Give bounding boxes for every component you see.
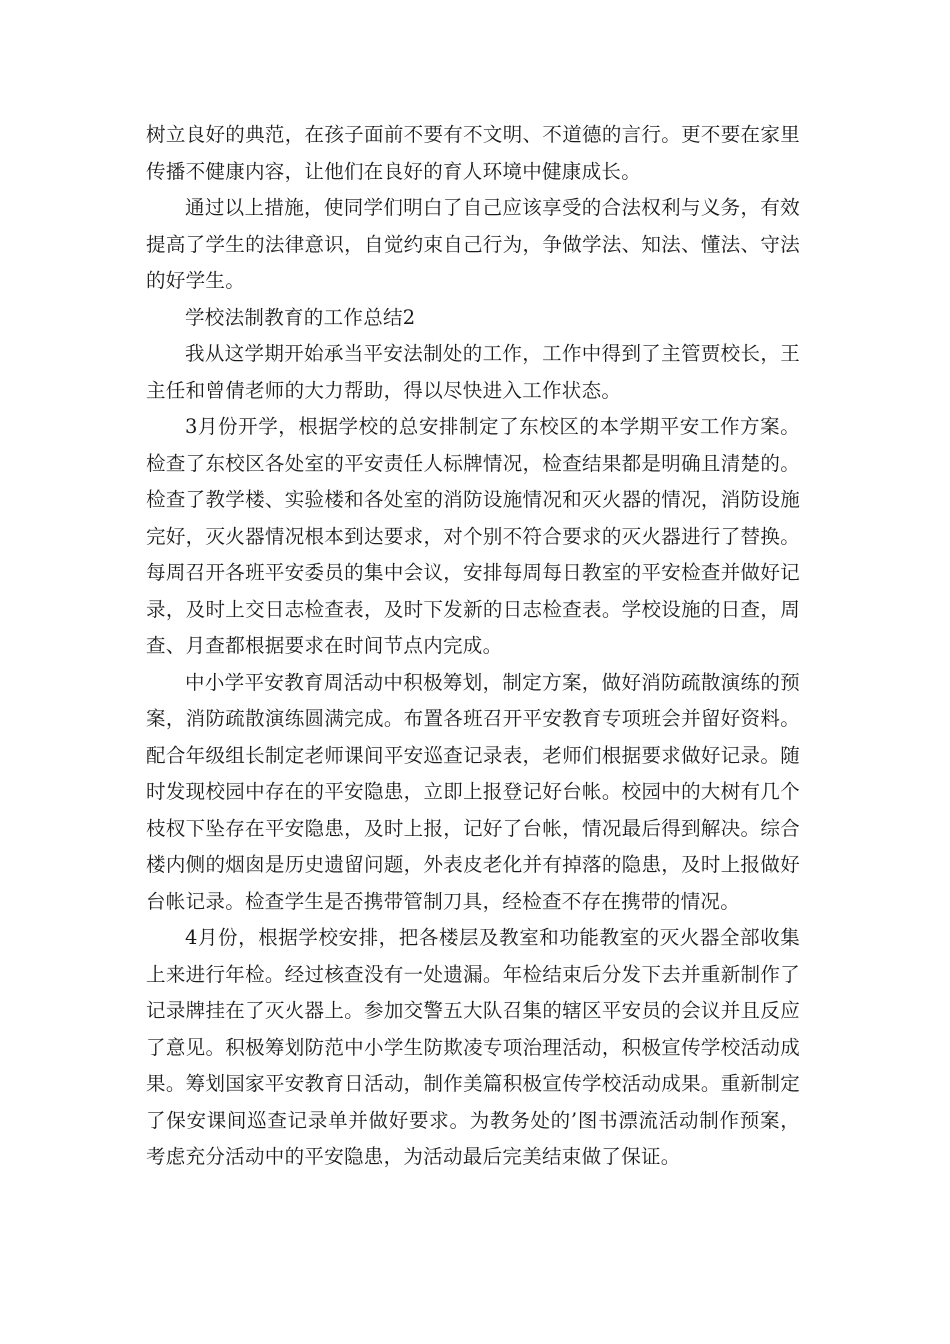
paragraph-5: 中小学平安教育周活动中积极筹划，制定方案，做好消防疏散演练的预案，消防疏散演练圆满完成。布置各班召开平安教育专项班会并留好资料。配合年级组长制定老师课间平安巡查记录表，老师们根据要求做好记录。随时发现校园中存在的平安隐患，立即上报登记好台帐。校园中的大树有几个枝杈下坠存在平安隐患，及时上报，记好了台帐，情况最后得到解决。综合楼内侧的烟囱是历史遗留问题，外表皮老化并有掉落的隐患，及时上报做好台帐记录。检查学生是否携带管制刀具，经检查不存在携带的情况。	[146, 670, 800, 913]
paragraph-4: 3月份开学，根据学校的总安排制定了东校区的本学期平安工作方案。检查了东校区各处室的平安责任人标牌情况，检查结果都是明确且清楚的。检查了教学楼、实验楼和各处室的消防设施情况和灭火器的情况，消防设施完好，灭火器情况根本到达要求，对个别不符合要求的灭火器进行了替换。每周召开各班平安委员的集中会议，安排每周每日教室的平安检查并做好记录，及时上交日志检查表，及时下发新的日志检查表。学校设施的日查，周查、月查都根据要求在时间节点内完成。	[146, 415, 800, 657]
paragraph-2: 通过以上措施，使同学们明白了自己应该享受的合法权利与义务，有效提高了学生的法律意识，自觉约束自己行为，争做学法、知法、懂法、守法的好学生。	[146, 196, 800, 292]
section-heading: 学校法制教育的工作总结2	[185, 305, 416, 329]
paragraph-6: 4月份，根据学校安排，把各楼层及教室和功能教室的灭火器全部收集上来进行年检。经过核查没有一处遗漏。年检结束后分发下去并重新制作了记录牌挂在了灭火器上。参加交警五大队召集的辖区平安员的会议并且反应了意见。积极筹划防范中小学生防欺凌专项治理活动，积极宣传学校活动成果。筹划国家平安教育日活动，制作美篇积极宣传学校活动成果。重新制定了保安课间巡查记录单并做好要求。为教务处的’图书漂流活动制作预案，考虑充分活动中的平安隐患，为活动最后完美结束做了保证。	[146, 926, 800, 1168]
document-body	[146, 117, 800, 1176]
paragraph-3: 我从这学期开始承当平安法制处的工作，工作中得到了主管贾校长，王主任和曾倩老师的大力帮助，得以尽快进入工作状态。	[146, 342, 800, 402]
paragraph-1: 树立良好的典范，在孩子面前不要有不文明、不道德的言行。更不要在家里传播不健康内容，让他们在良好的育人环境中健康成长。	[146, 123, 800, 183]
